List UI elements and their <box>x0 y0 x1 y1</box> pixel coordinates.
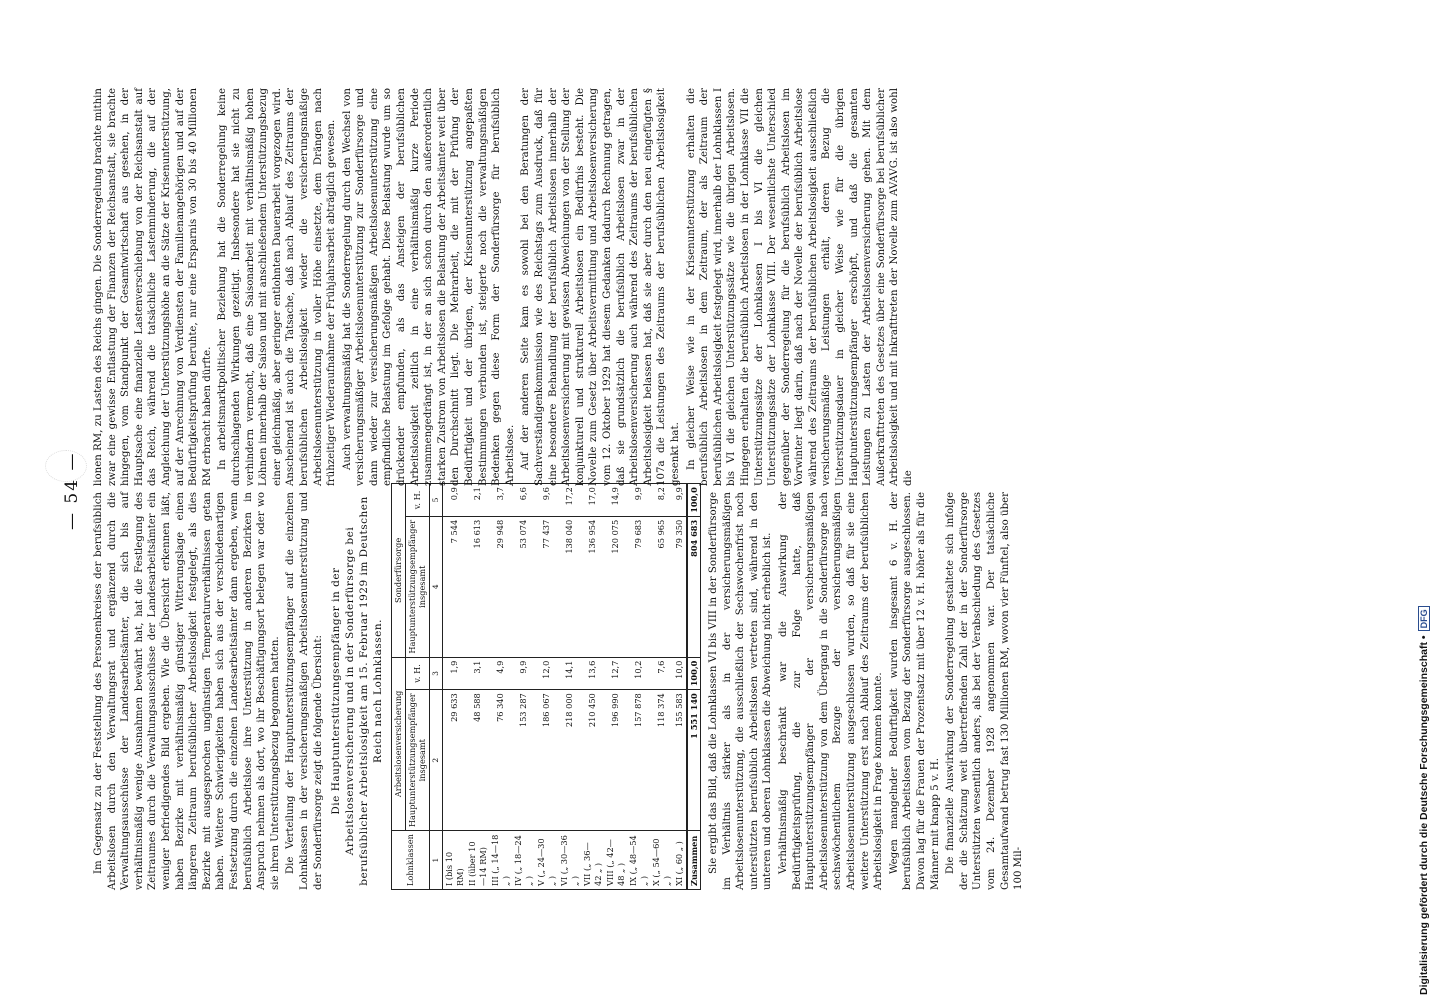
cell-sf-pct: 3,7 <box>489 484 512 517</box>
cell-av-total: 210 450 <box>581 690 604 831</box>
cell-sf-total: 120 075 <box>604 516 627 657</box>
sub-header: Hauptunterstützungsempfänger insgesamt <box>405 690 429 831</box>
cell-label: IV („ 18—24 „ ) <box>512 831 535 890</box>
cell-label: IX („ 48—54 „ ) <box>627 831 650 890</box>
cell-av-total: 157 878 <box>627 690 650 831</box>
cell-av-pct: 12,7 <box>604 657 627 690</box>
cell-sf-total: 79 350 <box>673 516 687 657</box>
cell-label: VII („ 36—42 „ ) <box>581 831 604 890</box>
sub-header: Hauptunterstützungsempfänger insgesamt <box>405 516 429 657</box>
table-total-row <box>687 484 701 890</box>
cell-label: I (bis 10 RM) <box>443 831 467 890</box>
paragraph: lionen RM, zu Lasten des Reichs gingen. Die Sonderregelung brachte mithin zwar eine gewisse Entlastung der Finanzen der Reichsanstalt, sie brachte hingegen, vom Standpunkt der Gesamtwirtschaft aus gesehen, in der Hauptsache eine finanzielle Lastenverschiebung von der Reichsanstalt auf das Reich, während die tatsächliche Lastenminderung, die auf der Angleichung der Unterstützungshöhe an die Sätze der Krisenunterstützung, auf der Anrechnung von Verdiensten der Familienangehörigen und auf der Bedürftigkeitsprüfung beruhte, nur eine Ersparnis von 30 bis 40 Millionen RM erbracht haben dürfte. <box>93 88 213 486</box>
cell-sf-pct: 9,9 <box>627 484 650 517</box>
cell-av-total: 155 583 <box>673 690 687 831</box>
paragraph: Die finanzielle Auswirkung der Sonderregelung gestaltete sich infolge der die Schätzung weit übertreffenden Zahl der in der Sonderfürsorge Unterstützten wesentlich anders, als bei der Verabschiedung des Gesetzes vom 24. Dezember 1928 angenommen war. Der tatsächliche Gesamtaufwand betrug fast 130 Millionen RM, wovon vier Fünftel, also über 100 Mil- <box>945 492 1025 890</box>
cell-sf-pct: 17,2 <box>558 484 581 517</box>
scan-artifact <box>45 450 87 482</box>
cell-sf-pct: 14,9 <box>604 484 627 517</box>
cell-av-total: 29 633 <box>443 690 467 831</box>
cell-sf-total: 65 965 <box>650 516 673 657</box>
col-header-lohnklassen: Lohnklassen <box>392 831 430 890</box>
cell-sf-pct: 2,1 <box>466 484 489 517</box>
paragraph: Die Verteilung der Hauptunterstützungsempfänger auf die einzelnen Lohnklassen in der versicherungsmäßigen Arbeitslosenunterstützung und der Sonderfürsorge zeigt die folgende Übersicht: <box>285 492 324 890</box>
total-sf-pct: 100,0 <box>687 484 701 517</box>
cell-av-pct: 14,1 <box>558 657 581 690</box>
paragraph: Verhältnismäßig beschränkt war die Auswirkung der Bedürftigkeitsprüfung, die zur Folge hatte, daß Hauptunterstützungsempfänger der versicherungsmäßigen Arbeitslosenunterstützung von dem Übergang in die Sonderfürsorge nach sechswöchentlichem Bezuge der versicherungsmäßigen Arbeitslosenunterstützung ausgeschlossen wurden, so daß für sie eine weitere Unterstützung erst nach Ablauf des Zeitraums der berufsüblichen Arbeitslosigkeit in Frage kommen konnte. <box>778 492 885 890</box>
cell-av-pct: 10,2 <box>627 657 650 690</box>
cell-sf-total: 29 948 <box>489 516 512 657</box>
page-number: — 54 — <box>62 451 82 530</box>
cell-label: II (über 10—14 RM) <box>466 831 489 890</box>
cell-av-pct: 7,6 <box>650 657 673 690</box>
cell-sf-total: 53 074 <box>512 516 535 657</box>
table-row <box>627 484 650 890</box>
cell-av-total: 76 340 <box>489 690 512 831</box>
cell-av-pct: 12,0 <box>535 657 558 690</box>
cell-label: III („ 14—18 „ ) <box>489 831 512 890</box>
paragraph: In gleicher Weise wie in der Krisenunterstützung erhalten die berufsüblich Arbeitslosen in dem Zeitraum, der als Zeitraum der berufsüblichen Arbeitslosigkeit festgelegt wird, innerhalb der Lohnklassen I bis VI die gleichen Unterstützungssätze wie die übrigen Arbeitslosen. Hingegen erhalten die berufsüblich Arbeitslosen in der Lohnklasse VII die Unterstützungssätze der Lohnklassen I bis VI die gleichen Unterstützungssätze der Lohnklasse VIII. Der wesentlichste Unterschied gegenüber der Sonderregelung für die berufsüblich Arbeitslosen im Vorwinter liegt darin, daß nach der Novelle der berufsüblich Arbeitslose während des Zeitraums der berufsüblichen Arbeitslosigkeit ausschließlich versicherungsmäßige Leistungen erhält, deren Bezug die Unterstützungsdauer in gleicher Weise wie für die übrigen Hauptunterstützungsempfänger erschöpft, und daß die gesamten Leistungen zu Lasten der Arbeitslosenversicherung gehen. Mit dem Außerkrafttreten des Gesetzes über eine Sonderfürsorge bei berufsüblicher Arbeitslosigkeit und mit Inkrafttreten der Novelle zum AVAVG. ist also wohl die <box>685 88 915 486</box>
sub-header: v. H. <box>405 484 429 517</box>
total-sf: 804 683 <box>687 516 701 657</box>
lohnklassen-table <box>391 483 701 890</box>
cell-av-total: 153 287 <box>512 690 535 831</box>
cell-av-total: 186 067 <box>535 690 558 831</box>
total-av-pct: 100,0 <box>687 657 701 690</box>
col-header-sonderfuersorge: Sonderfürsorge <box>392 484 406 657</box>
cell-av-total: 196 990 <box>604 690 627 831</box>
cell-av-pct: 3,1 <box>466 657 489 690</box>
table-row <box>650 484 673 890</box>
cell-sf-total: 79 683 <box>627 516 650 657</box>
paragraph: In arbeitsmarktpolitischer Beziehung hat die Sonderregelung keine durchschlagenden Wirkungen gezeitigt. Insbesondere hat sie nicht zu verhindern vermocht, daß eine Saisonarbeit mit verhältnismäßig hohen Löhnen innerhalb der Saison und mit anschließendem Unterstützungsbezug einer gleichmäßig, aber geringer entlohnten Dauerarbeit vorgezogen wird. Anscheinend ist auch die Tatsache, daß nach Ablauf des Zeitraums der berufsüblichen Arbeitslosigkeit wieder die versicherungsmäßige Arbeitslosenunterstützung in voller Höhe einsetzte, dem Drängen nach frühzeitiger Wiederaufnahme der Frühjahrsarbeit abträglich gewesen. <box>217 88 338 486</box>
table-row <box>489 484 512 890</box>
column-index: 3 <box>429 657 443 690</box>
table-row <box>581 484 604 890</box>
cell-label: VI („ 30—36 „ ) <box>558 831 581 890</box>
cell-sf-total: 136 954 <box>581 516 604 657</box>
paragraph: Wegen mangelnder Bedürftigkeit wurden insgesamt 6 v. H. der berufsüblich Arbeitslosen vom Bezug der Sonderfürsorge ausgeschlossen. Davon lag für die Frauen der Prozentsatz mit über 12 v. H. höher als für die Männer mit knapp 5 v. H. <box>888 492 941 890</box>
cell-sf-pct: 9,9 <box>673 484 687 517</box>
table-row <box>604 484 627 890</box>
cell-sf-pct: 9,6 <box>535 484 558 517</box>
cell-av-pct: 9,9 <box>512 657 535 690</box>
cell-sf-pct: 6,6 <box>512 484 535 517</box>
cell-sf-total: 16 613 <box>466 516 489 657</box>
cell-label: XI („ 60 „ ) <box>673 831 687 890</box>
cell-label: V („ 24—30 „ ) <box>535 831 558 890</box>
table-row <box>512 484 535 890</box>
column-index: 5 <box>429 484 443 517</box>
cell-av-total: 118 374 <box>650 690 673 831</box>
left-column <box>92 487 1028 890</box>
digitization-text: Digitalisierung gefördert durch die Deutsche Forschungsgemeinschaft • <box>1418 635 1430 995</box>
cell-sf-pct: 0,9 <box>443 484 467 517</box>
table-row <box>558 484 581 890</box>
col-header-arbeitslosenversicherung: Arbeitslosenversicherung <box>392 657 406 830</box>
table-row <box>443 484 467 890</box>
total-av: 1 551 140 <box>687 690 701 831</box>
paragraph: Sie ergibt das Bild, daß die Lohnklassen VI bis VIII in der Sonderfürsorge im Verhältnis stärker als in der versicherungsmäßigen Arbeitslosenunterstützung, die ausschließlich der Sechswochenfrist noch unterstützten berufsüblich Arbeitslosen vertreten sind, während in den unteren und oberen Lohnklassen die Abweichung nicht erheblich ist. <box>708 492 774 890</box>
cell-av-pct: 10,0 <box>673 657 687 690</box>
table-row <box>535 484 558 890</box>
digitization-note <box>1418 5 1430 995</box>
column-index: 2 <box>429 690 443 831</box>
right-column <box>92 88 918 486</box>
cell-sf-total: 138 040 <box>558 516 581 657</box>
dfg-logo: DFG <box>1418 606 1430 631</box>
cell-label: VIII („ 42—48 „ ) <box>604 831 627 890</box>
cell-sf-pct: 17,0 <box>581 484 604 517</box>
total-label: Zusammen <box>687 831 701 890</box>
cell-sf-pct: 8,2 <box>650 484 673 517</box>
cell-av-pct: 1,9 <box>443 657 467 690</box>
cell-av-total: 48 588 <box>466 690 489 831</box>
cell-av-pct: 4,9 <box>489 657 512 690</box>
table-body <box>443 484 687 890</box>
cell-av-total: 218 000 <box>558 690 581 831</box>
cell-sf-total: 7 544 <box>443 516 467 657</box>
column-index: 4 <box>429 516 443 657</box>
cell-label: X („ 54—60 „ ) <box>650 831 673 890</box>
table-row <box>466 484 489 890</box>
column-index: 1 <box>429 831 443 890</box>
paragraph: Auch verwaltungsmäßig hat die Sonderregelung durch den Wechsel von versicherungsmäßiger Arbeitslosenunterstützung zur Sonderfürsorge und dann wieder zur versicherungsmäßigen Arbeitslosenunterstützung eine empfindliche Belastung im Gefolge gehabt. Diese Belastung wurde um so drückender empfunden, als das Ansteigen der berufsüblichen Arbeitslosigkeit zeitlich in eine verhältnismäßig kurze Periode zusammengedrängt ist, in der an sich schon durch den außerordentlich starken Zustrom von Arbeitslosen die Belastung der Arbeitsämter weit über den Durchschnitt liegt. Die Mehrarbeit, die mit der Prüfung der Bedürftigkeit und der übrigen, der Krisenunterstützung angepaßten Bestimmungen verbunden ist, steigerte noch die verwaltungsmäßigen Bedenken gegen diese Form der Sonderfürsorge für berufsüblich Arbeitslose. <box>341 88 516 486</box>
cell-av-pct: 13,6 <box>581 657 604 690</box>
paragraph: Auf der anderen Seite kam es sowohl bei den Beratungen der Sachverständigenkommission wie des Reichstags zum Ausdruck, daß für eine besondere Behandlung der berufsüblich Arbeitslosen innerhalb der Arbeitslosenversicherung mit gewissen Abweichungen von der Stellung der konjunkturell und strukturell Arbeitslosen ein Bedürfnis besteht. Die Novelle zum Gesetz über Arbeitsvermittlung und Arbeitslosenversicherung vom 12. Oktober 1929 hat diesem Gedanken dadurch Rechnung getragen, daß sie grundsätzlich die berufsüblich Arbeitslosen zwar in der Arbeitslosenversicherung auch während des Zeitraums der berufsüblichen Arbeitslosigkeit belassen hat, daß sie aber durch den neu eingefügten § 107a die Leistungen des Zeitraums der berufsüblichen Arbeitslosigkeit gesenkt hat. <box>520 88 681 486</box>
paragraph: Im Gegensatz zu der Feststellung des Personenkreises der berufsüblich Arbeitslosen durch den Verwaltungsrat und ergänzend durch die Verwaltungsausschüsse der Landesarbeitsämter, die sich bis auf verhältnismäßig wenige Ausnahmen bewährt hat, hat die Festlegung des Zeitraumes durch die Verwaltungsausschüsse der Landesarbeitsämter ein weniger befriedigendes Bild ergeben. Wie die Übersicht erkennen läßt, haben Bezirke mit verhältnismäßig günstiger Witterungslage einen längeren Zeitraum berufsüblicher Arbeitslosigkeit festgelegt, als dies Bezirke mit ausgesprochen ungünstigen Temperaturverhältnissen getan haben. Weitere Schwierigkeiten haben sich aus der verschiedenartigen Festsetzung durch die einzelnen Landesarbeitsämter dann ergeben, wenn berufsüblich Arbeitslose ihre Unterstützung in anderen Bezirken in Anspruch nehmen als dort, wo ihr Beschäftigungsort belegen war oder wo sie ihren Unterstützungsbezug begonnen hatten. <box>93 492 281 890</box>
table-title: Die Hauptunterstützungsempfänger in der Arbeitslosenversicherung und in der Sonderfürsorge bei berufsüblicher Arbeitslosigkeit am 15. Februar 1929 im Deutschen Reich nach Lohnklassen. <box>330 496 385 886</box>
table-row <box>673 484 687 890</box>
cell-sf-total: 77 437 <box>535 516 558 657</box>
sub-header: v. H. <box>405 657 429 690</box>
